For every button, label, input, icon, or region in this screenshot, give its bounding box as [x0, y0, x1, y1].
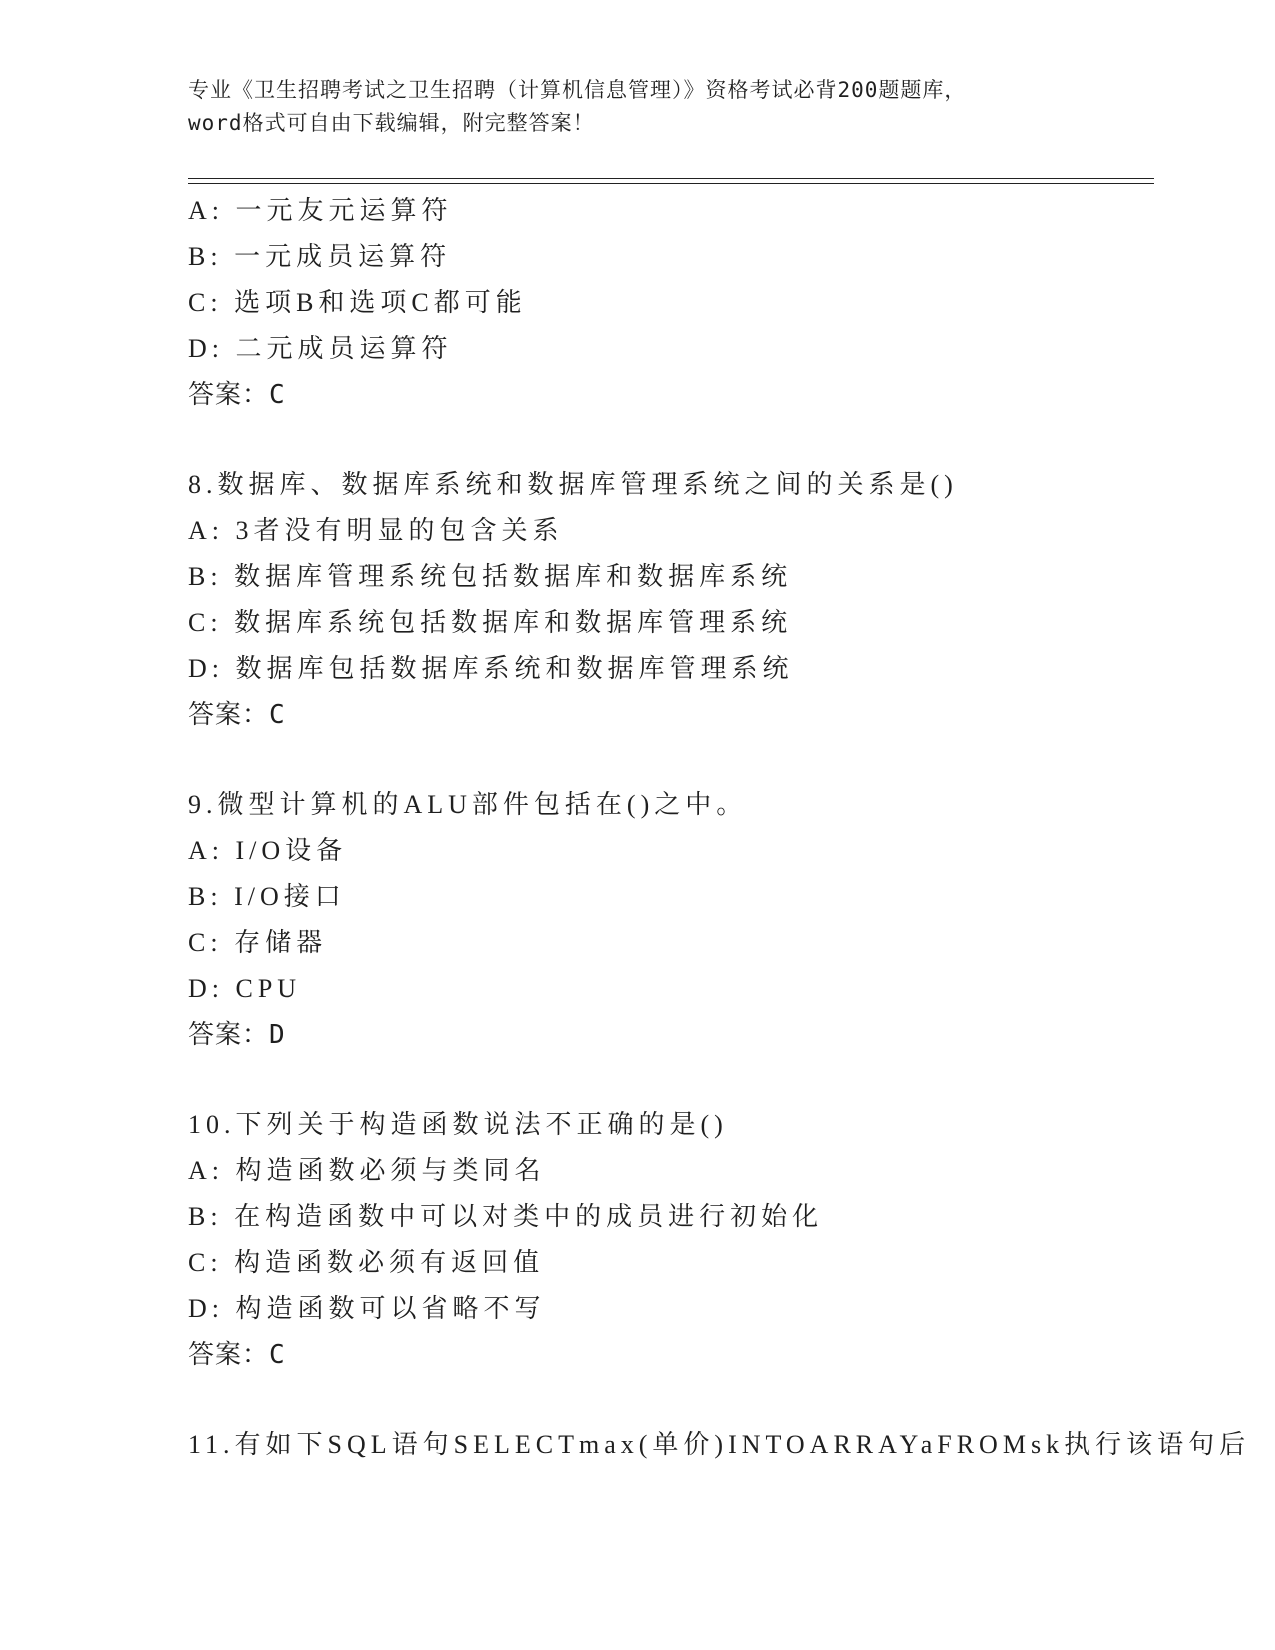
option-a: A: 构造函数必须与类同名: [188, 1156, 546, 1185]
option-a: A: I/O设备: [188, 836, 348, 865]
answer-label: 答案：C: [188, 380, 286, 410]
spacer: [188, 1378, 1148, 1422]
option-c: C: 构造函数必须有返回值: [188, 1248, 545, 1277]
option-d: D: CPU: [188, 974, 302, 1003]
spacer: [188, 1058, 1148, 1102]
question-list: [188, 188, 1251, 1468]
header-line-1: 专业《卫生招聘考试之卫生招聘（计算机信息管理）》资格考试必背200题题库，: [188, 78, 967, 102]
option-d: D: 二元成员运算符: [188, 334, 453, 363]
option-d: D: 数据库包括数据库系统和数据库管理系统: [188, 654, 794, 683]
option-c: C: 数据库系统包括数据库和数据库管理系统: [188, 608, 793, 637]
option-a: A: 一元友元运算符: [188, 196, 453, 225]
question-block-8: [188, 462, 1148, 738]
header-line-2: word格式可自由下载编辑，附完整答案！: [188, 111, 595, 135]
option-b: B: 数据库管理系统包括数据库和数据库系统: [188, 562, 793, 591]
option-b: B: 在构造函数中可以对类中的成员进行初始化: [188, 1202, 824, 1231]
option-c: C: 存储器: [188, 928, 328, 957]
answer-label: 答案：C: [188, 1340, 286, 1370]
question-block-9: [188, 782, 1148, 1058]
document-header: [188, 74, 1088, 140]
option-b: B: 一元成员运算符: [188, 242, 452, 271]
question-block-10: [188, 1102, 1148, 1378]
question-stem: 11.有如下SQL语句SELECTmax(单价)INTOARRAYaFROMsk执行该语句后: [188, 1430, 1251, 1459]
header-divider-bottom: [188, 183, 1154, 184]
spacer: [188, 418, 1148, 462]
question-block-7: [188, 188, 1148, 418]
answer-label: 答案：C: [188, 700, 286, 730]
option-d: D: 构造函数可以省略不写: [188, 1294, 546, 1323]
answer-label: 答案：D: [188, 1020, 286, 1050]
option-c: C: 选项B和选项C都可能: [188, 288, 527, 317]
option-a: A: 3者没有明显的包含关系: [188, 516, 564, 545]
option-b: B: I/O接口: [188, 882, 346, 911]
spacer: [188, 738, 1148, 782]
question-stem: 8.数据库、数据库系统和数据库管理系统之间的关系是(): [188, 470, 958, 499]
question-block-11: [188, 1422, 1251, 1468]
header-divider-top: [188, 178, 1154, 179]
question-stem: 9.微型计算机的ALU部件包括在()之中。: [188, 790, 748, 819]
question-stem: 10.下列关于构造函数说法不正确的是(): [188, 1110, 728, 1139]
